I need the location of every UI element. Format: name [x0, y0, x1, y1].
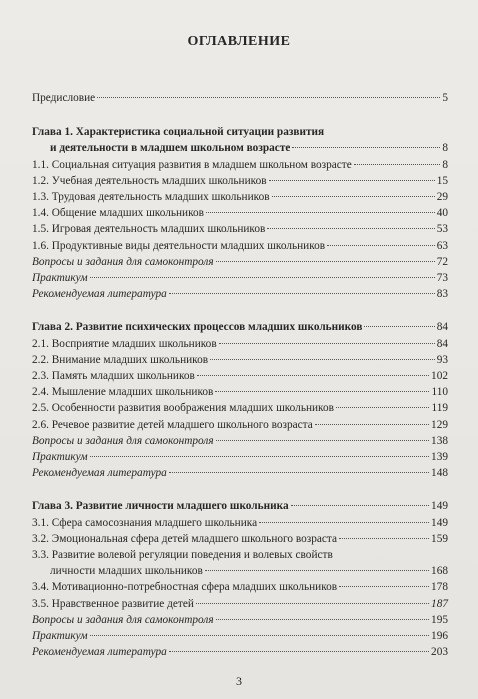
dot-leader [354, 164, 441, 165]
toc-entry-questions [32, 612, 448, 628]
dot-leader [216, 440, 429, 441]
toc-entry-page: 15 [436, 174, 448, 187]
toc-entry [32, 238, 448, 254]
dot-leader [339, 586, 429, 587]
toc-entry-page: 63 [436, 239, 448, 252]
toc-entry-text: 2.2. Внимание младших школьников [32, 353, 209, 366]
dot-leader [215, 391, 429, 392]
dot-leader [169, 472, 429, 473]
toc-entry-page: 149 [431, 500, 448, 513]
toc-entry-text: 2.3. Память младших школьников [32, 370, 195, 383]
toc-entry [32, 400, 448, 416]
dot-leader [259, 522, 429, 523]
toc-entry-page: 53 [436, 223, 448, 236]
toc-entry-page: 138 [431, 434, 448, 447]
dot-leader [90, 456, 429, 457]
toc-entry-text: Глава 2. Развитие психических процессов младших школьников [32, 321, 363, 334]
toc-entry-text: 1.4. Общение младших школьников [32, 207, 204, 220]
toc-entry-page: 195 [431, 613, 448, 626]
toc-entry [32, 417, 448, 433]
toc-entry-text: 3.4. Мотивационно-потребностная сфера младших школьников [32, 581, 338, 594]
toc-entry-text: и деятельности в младшем школьном возрасте [50, 142, 291, 155]
toc-entry-text: Практикум [32, 272, 88, 285]
toc-entry [32, 221, 448, 237]
dot-leader [219, 343, 435, 344]
page-number: 3 [236, 674, 242, 688]
toc-entry-text: личности младших школьников [50, 565, 203, 578]
toc-entry-text: 1.3. Трудовая деятельность младших школьников [32, 191, 270, 204]
page-title: ОГЛАВЛЕНИЕ [187, 34, 291, 49]
toc-entry [32, 189, 448, 205]
toc-entry-literature [32, 644, 448, 660]
toc-entry-chapter1 [32, 140, 448, 156]
toc-entry-text: Рекомендуемая литература [32, 646, 167, 659]
toc-entry-text: Глава 3. Развитие личности младшего школьника [32, 500, 289, 513]
toc-entry-text: Вопросы и задания для самоконтроля [32, 255, 214, 268]
toc-entry-page: 139 [431, 451, 448, 464]
toc-entry-text: 3.5. Нравственное развитие детей [32, 597, 194, 610]
toc-entry [32, 579, 448, 595]
toc-entry-chapter2 [32, 319, 448, 335]
dot-leader [169, 293, 435, 294]
toc-entry-text: Вопросы и задания для самоконтроля [32, 613, 214, 626]
toc-entry-text: 1.1. Социальная ситуация развития в младшем школьном возрасте [32, 158, 352, 171]
toc-entry-page: 129 [431, 418, 448, 431]
toc-entry-text: 2.5. Особенности развития воображения младших школьников [32, 402, 334, 415]
toc-entry-practicum [32, 449, 448, 465]
dot-leader [205, 570, 429, 571]
dot-leader [90, 635, 429, 636]
toc-entry [32, 563, 448, 579]
toc-entry-text: 1.2. Учебная деятельность младших школьников [32, 174, 267, 187]
toc-entry-text: Предисловие [32, 92, 96, 104]
toc-entry-text: 2.1. Восприятие младших школьников [32, 337, 217, 350]
toc-entry-page: 29 [436, 191, 448, 204]
dot-leader [291, 505, 429, 506]
dot-leader [327, 245, 435, 246]
toc-entry-chapter3 [32, 498, 448, 514]
toc-entry-text: 2.4. Мышление младших школьников [32, 386, 214, 399]
toc-entry-page: 102 [431, 370, 448, 383]
toc-entry-page: 83 [436, 288, 448, 301]
dot-leader [336, 407, 430, 408]
toc-entry-practicum [32, 628, 448, 644]
toc-entry [32, 515, 448, 531]
dot-leader [339, 538, 429, 539]
toc-entry-page: 148 [431, 467, 448, 480]
dot-leader [267, 228, 434, 229]
toc-entry-text: 3.1. Сфера самосознания младшего школьника [32, 516, 258, 529]
toc-entry-page: 40 [436, 207, 448, 220]
toc-entry-page: 5 [442, 92, 448, 104]
toc-entry-questions [32, 254, 448, 270]
toc-entry-page: 187 [431, 597, 448, 610]
toc-entry-text: Рекомендуемая литература [32, 467, 167, 480]
dot-leader [169, 651, 429, 652]
dot-leader [196, 603, 429, 604]
dot-leader [216, 619, 429, 620]
toc-entry-page: 119 [431, 402, 448, 415]
dot-leader [210, 359, 435, 360]
toc-entry [32, 157, 448, 173]
toc-entry-page: 84 [436, 321, 448, 334]
toc-entry-practicum [32, 270, 448, 286]
toc-entry-page: 149 [431, 516, 448, 529]
toc-entry [32, 205, 448, 221]
dot-leader [315, 424, 429, 425]
toc-entry-page: 159 [431, 532, 448, 545]
toc-entry-page: 203 [431, 646, 448, 659]
toc-entry-page: 93 [436, 353, 448, 366]
toc-entry-page: 84 [436, 337, 448, 350]
dot-leader [272, 196, 435, 197]
toc-entry-text: Вопросы и задания для самоконтроля [32, 434, 214, 447]
toc-entry-text: Практикум [32, 451, 88, 464]
toc-entry [32, 352, 448, 368]
toc-entry-text: 1.5. Игровая деятельность младших школьников [32, 223, 266, 236]
dot-leader [197, 375, 429, 376]
toc-entry [32, 336, 448, 352]
toc-entry-text: 3.2. Эмоциональная сфера детей младшего школьного возраста [32, 532, 337, 545]
toc-entry [32, 596, 448, 612]
dot-leader [90, 277, 435, 278]
chapter1-heading-line1: Глава 1. Характеристика социальной ситуации развития [32, 126, 325, 139]
toc-entry-text: 3.3. Развитие волевой регуляции поведения и волевых свойств [32, 549, 333, 562]
toc-entry [32, 384, 448, 400]
toc-entry-page: 168 [431, 565, 448, 578]
dot-leader [206, 212, 435, 213]
toc-entry-page: 110 [431, 386, 448, 399]
toc-entry-page: 72 [436, 255, 448, 268]
toc-entry-preface [32, 90, 448, 106]
dot-leader [216, 261, 435, 262]
toc-entry-page: 8 [442, 158, 448, 171]
table-of-contents [32, 90, 448, 661]
toc-entry-text: Практикум [32, 630, 88, 643]
dot-leader [364, 326, 434, 327]
dot-leader [269, 180, 435, 181]
toc-entry [32, 531, 448, 547]
toc-entry-page: 178 [431, 581, 448, 594]
toc-entry-literature [32, 286, 448, 302]
toc-entry [32, 368, 448, 384]
toc-entry-text: 2.6. Речевое развитие детей младшего школьного возраста [32, 418, 313, 431]
toc-entry-questions [32, 433, 448, 449]
toc-entry-page: 196 [431, 630, 448, 643]
toc-entry [32, 173, 448, 189]
toc-entry-page: 73 [436, 272, 448, 285]
toc-entry-literature [32, 465, 448, 481]
toc-entry-text: Рекомендуемая литература [32, 288, 167, 301]
toc-entry-text: 1.6. Продуктивные виды деятельности младших школьников [32, 239, 326, 252]
dot-leader [292, 147, 440, 148]
dot-leader [97, 97, 440, 98]
toc-entry-page: 8 [442, 142, 448, 155]
